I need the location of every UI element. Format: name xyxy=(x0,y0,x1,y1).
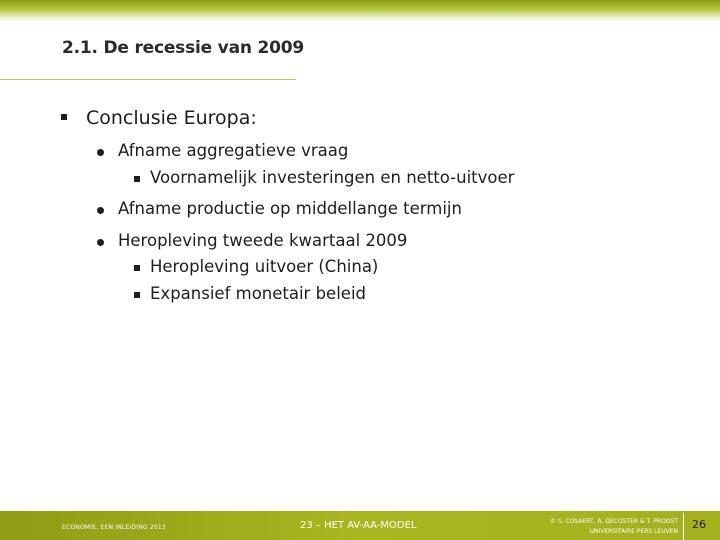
square-bullet-icon xyxy=(134,265,140,271)
square-bullet-icon xyxy=(61,114,67,120)
footer-bar xyxy=(0,511,720,540)
page-number: 26 xyxy=(692,518,706,531)
footer-divider xyxy=(683,513,684,540)
bullet-b3-sub1: Heropleving uitvoer (China) xyxy=(150,257,379,276)
footer-chapter: 23 – HET AV-AA-MODEL xyxy=(300,520,417,531)
bullet-b1-sub1: Voornamelijk investeringen en netto-uitvoer xyxy=(150,168,515,187)
footer-copyright xyxy=(532,517,678,537)
slide-title: 2.1. De recessie van 2009 xyxy=(62,38,304,58)
footer-publisher: UNIVERSITAIRE PERS LEUVEN xyxy=(589,528,678,535)
bullet-main: Conclusie Europa: xyxy=(86,107,257,129)
bullet-b3: Heropleving tweede kwartaal 2009 xyxy=(118,231,408,250)
bullet-b3-sub2: Expansief monetair beleid xyxy=(150,284,367,303)
square-bullet-icon xyxy=(134,176,140,182)
round-bullet-icon xyxy=(97,149,104,156)
footer-book-title: ECONOMIE, EEN INLEIDING 2013 xyxy=(62,524,166,531)
bullet-b2: Afname productie op middellange termijn xyxy=(118,199,462,218)
round-bullet-icon xyxy=(97,207,104,214)
square-bullet-icon xyxy=(134,292,140,298)
round-bullet-icon xyxy=(97,239,104,246)
bullet-b1: Afname aggregatieve vraag xyxy=(118,141,349,160)
footer-authors: © S. COSAERT, A. DECOSTER & T. PROOST xyxy=(549,518,678,525)
